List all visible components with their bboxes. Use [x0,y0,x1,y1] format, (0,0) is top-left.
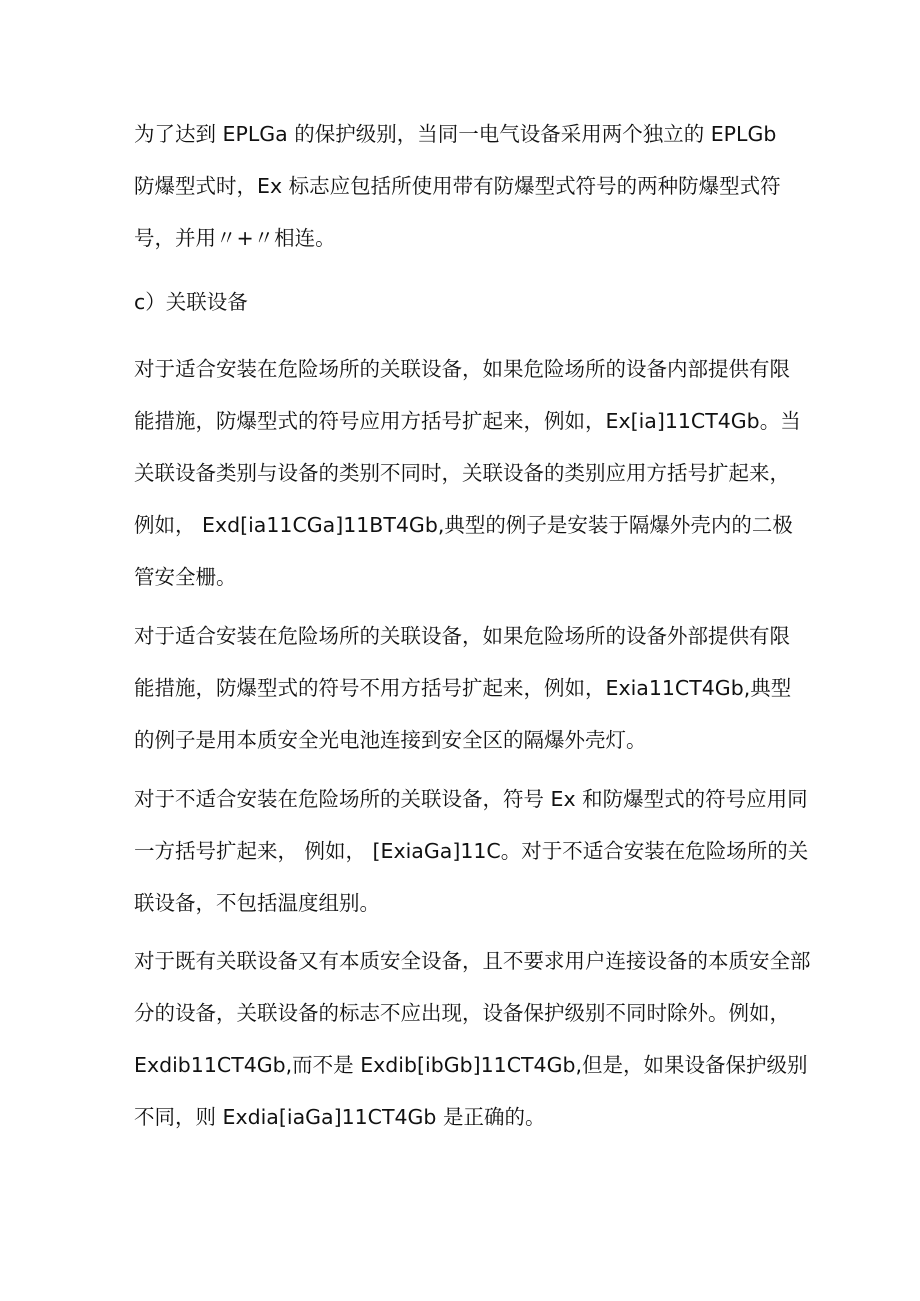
text-line: 号，并用〃+〃相连。 [134,226,336,250]
paragraph-hazardous-internal-limiting [134,343,801,603]
text-line: 对于适合安装在危险场所的关联设备，如果危险场所的设备内部提供有限 [134,357,790,381]
text-line: 防爆型式时，Ex 标志应包括所使用带有防爆型式符号的两种防爆型式符 [134,174,781,198]
section-heading-associated-equipment [134,276,794,328]
text-line: 对于不适合安装在危险场所的关联设备，符号 Ex 和防爆型式的符号应用同 [134,787,808,811]
paragraph-hazardous-external-limiting [134,610,794,766]
text-line: 分的设备，关联设备的标志不应出现，设备保护级别不同时除外。例如， [134,1001,790,1025]
text-line: 不同，则 Exdia[iaGa]11CT4Gb 是正确的。 [134,1105,546,1129]
text-line: 管安全栅。 [134,565,237,589]
text-line: 对于适合安装在危险场所的关联设备，如果危险场所的设备外部提供有限 [134,624,790,648]
text-line: 为了达到 EPLGa 的保护级别，当同一电气设备采用两个独立的 EPLGb [134,122,777,146]
text-line: 一方括号扩起来， 例如， [ExiaGa]11C。对于不适合安装在危险场所的关 [134,839,809,863]
text-line: 对于既有关联设备又有本质安全设备，且不要求用户连接设备的本质安全部 [134,949,811,973]
paragraph-non-hazardous-associated [134,773,809,929]
text-line: 的例子是用本质安全光电池连接到安全区的隔爆外壳灯。 [134,728,647,752]
paragraph-epl-ga-marking [134,108,794,264]
heading-line: c）关联设备 [134,290,248,314]
text-line: Exdib11CT4Gb,而不是 Exdib[ibGb]11CT4Gb,但是，如果设备保护级别 [134,1053,808,1077]
text-line: 能措施，防爆型式的符号应用方括号扩起来，例如，Ex[ia]11CT4Gb。当 [134,409,801,433]
text-line: 联设备，不包括温度组别。 [134,891,380,915]
text-line: 能措施，防爆型式的符号不用方括号扩起来，例如，Exia11CT4Gb,典型 [134,676,792,700]
paragraph-combined-equipment [134,935,811,1143]
text-line: 例如， Exd[ia11CGa]11BT4Gb,典型的例子是安装于隔爆外壳内的二极 [134,513,793,537]
text-line: 关联设备类别与设备的类别不同时，关联设备的类别应用方括号扩起来， [134,461,790,485]
